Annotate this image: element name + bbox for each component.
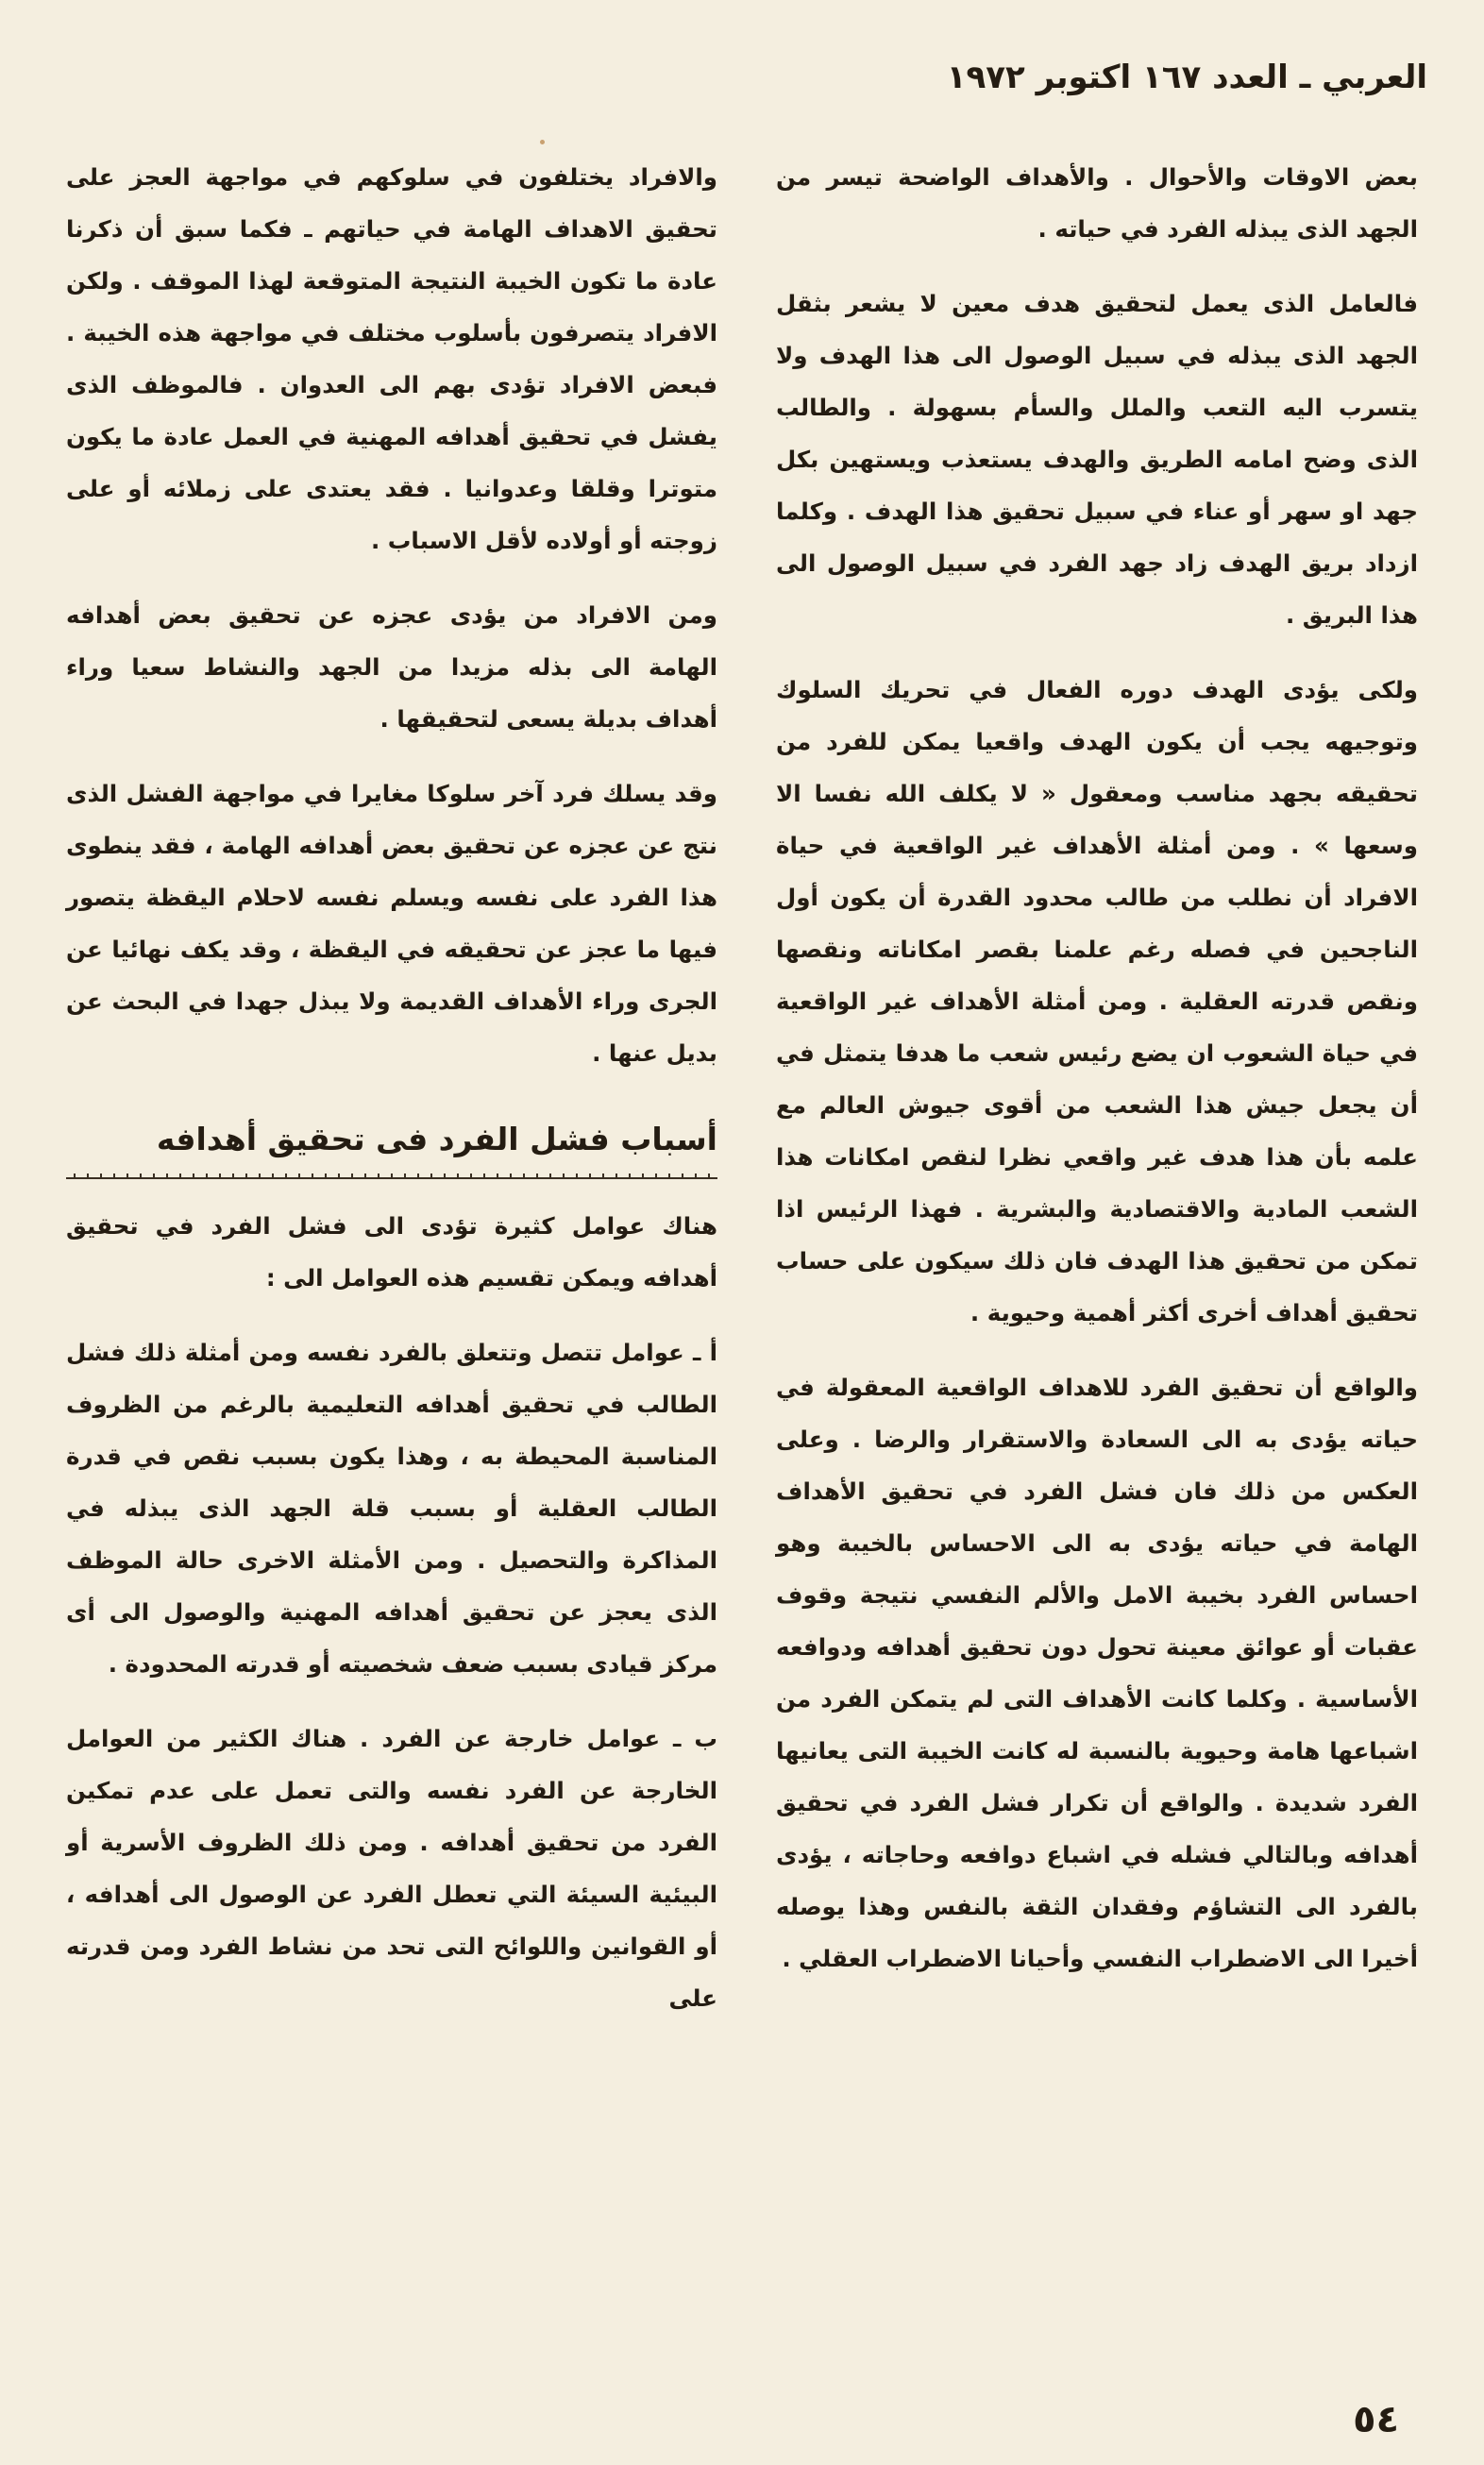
paragraph: هناك عوامل كثيرة تؤدى الى فشل الفرد في تحقيق أهدافه ويمكن تقسيم هذه العوامل الى : (66, 1212, 717, 1292)
right-column (776, 151, 1418, 2007)
paragraph: فالعامل الذى يعمل لتحقيق هدف معين لا يشعر بثقل الجهد الذى يبذله في سبيل الوصول الى هذا الهدف ولا يتسرب اليه التعب والملل والسأم بسهولة . والطالب الذى وضح امامه الطريق والهدف يستعذب ويستهين بكل جهد او سهر أو عناء في سبيل تحقيق هذا الهدف . وكلما ازداد بريق الهدف زاد جهد الفرد في سبيل الوصول الى هذا البريق . (776, 290, 1418, 629)
running-header: العربي ـ العدد ١٦٧ اكتوبر ١٩٧٢ (946, 59, 1427, 96)
page-number: ٥٤ (1353, 2398, 1399, 2441)
paragraph: ب ـ عوامل خارجة عن الفرد . هناك الكثير من العوامل الخارجة عن الفرد نفسه والتى تعمل على عدم تمكين الفرد من تحقيق أهدافه . ومن ذلك الظروف الأسرية أو البيئية السيئة التي تعطل الفرد عن الوصول الى أهدافه ، أو القوانين واللوائح التى تحد من نشاط الفرد ومن قدرته على (66, 1725, 717, 2012)
paragraph: ولكى يؤدى الهدف دوره الفعال في تحريك السلوك وتوجيهه يجب أن يكون الهدف واقعيا يمكن للفرد من تحقيقه بجهد مناسب ومعقول « لا يكلف الله نفسا الا وسعها » . ومن أمثلة الأهداف غير الواقعية في حياة الافراد أن نطلب من طالب محدود القدرة أن يكون أول الناجحين في فصله رغم علمنا بقصر امكاناته ونقصها ونقص قدرته العقلية . ومن أمثلة الأهداف غير الواقعية في حياة الشعوب ان يضع رئيس شعب ما هدفا يتمثل في أن يجعل جيش هذا الشعب من أقوى جيوش العالم مع علمه بأن هذا هدف غير واقعي نظرا لنقص امكانات هذا الشعب المادية والاقتصادية والبشرية . فهذا الرئيس اذا تمكن من تحقيق هذا الهدف فان ذلك سيكون على حساب تحقيق أهداف أخرى أكثر أهمية وحيوية . (776, 676, 1418, 1326)
paragraph: وقد يسلك فرد آخر سلوكا مغايرا في مواجهة الفشل الذى نتج عن عجزه عن تحقيق بعض أهدافه الهامة ، فقد ينطوى هذا الفرد على نفسه ويسلم نفسه لاحلام اليقظة يتصور فيها ما عجز عن تحقيقه في اليقظة ، وقد يكف نهائيا عن الجرى وراء الأهداف القديمة ولا يبذل جهدا في البحث عن بديل عنها . (66, 780, 717, 1067)
print-speck (540, 140, 545, 144)
wavy-underline (66, 1166, 717, 1179)
paragraph: بعض الاوقات والأحوال . والأهداف الواضحة تيسر من الجهد الذى يبذله الفرد في حياته . (776, 163, 1418, 243)
paragraph: ومن الافراد من يؤدى عجزه عن تحقيق بعض أهدافه الهامة الى بذله مزيدا من الجهد والنشاط سعيا وراء أهداف بديلة يسعى لتحقيقها . (66, 601, 717, 733)
section-heading: أسباب فشل الفرد فى تحقيق أهدافه (156, 1121, 717, 1157)
paragraph: والافراد يختلفون في سلوكهم في مواجهة العجز على تحقيق الاهداف الهامة في حياتهم ـ فكما سبق أن ذكرنا عادة ما تكون الخيبة النتيجة المتوقعة لهذا الموقف . ولكن الافراد يتصرفون بأسلوب مختلف في مواجهة هذه الخيبة . فبعض الافراد تؤدى بهم الى العدوان . فالموظف الذى يفشل في تحقيق أهدافه المهنية في العمل عادة ما يكون متوترا وقلقا وعدوانيا . فقد يعتدى على زملائه أو على زوجته أو أولاده لأقل الاسباب . (66, 163, 717, 554)
left-column (66, 151, 717, 2047)
paragraph: والواقع أن تحقيق الفرد للاهداف الواقعية المعقولة في حياته يؤدى به الى السعادة والاستقرار والرضا . وعلى العكس من ذلك فان فشل الفرد في تحقيق الأهداف الهامة في حياته يؤدى به الى الاحساس بالخيبة وهو احساس الفرد بخيبة الامل والألم النفسي نتيجة وقوف عقبات أو عوائق معينة تحول دون تحقيق أهدافه ودوافعه الأساسية . وكلما كانت الأهداف التى لم يتمكن الفرد من اشباعها هامة وحيوية بالنسبة له كانت الخيبة التى يعانيها الفرد شديدة . والواقع أن تكرار فشل الفرد في تحقيق أهدافه وبالتالي فشله في اشباع دوافعه وحاجاته ، يؤدى بالفرد الى التشاؤم وفقدان الثقة بالنفس وهذا يوصله أخيرا الى الاضطراب النفسي وأحيانا الاضطراب العقلي . (776, 1374, 1418, 1972)
paragraph: أ ـ عوامل تتصل وتتعلق بالفرد نفسه ومن أمثلة ذلك فشل الطالب في تحقيق أهدافه التعليمية بالرغم من الظروف المناسبة المحيطة به ، وهذا يكون بسبب نقص في قدرة الطالب العقلية أو بسبب قلة الجهد الذى يبذله في المذاكرة والتحصيل . ومن الأمثلة الاخرى حالة الموظف الذى يعجز عن تحقيق أهدافه المهنية والوصول الى أى مركز قيادى بسبب ضعف شخصيته أو قدرته المحدودة . (66, 1339, 717, 1678)
